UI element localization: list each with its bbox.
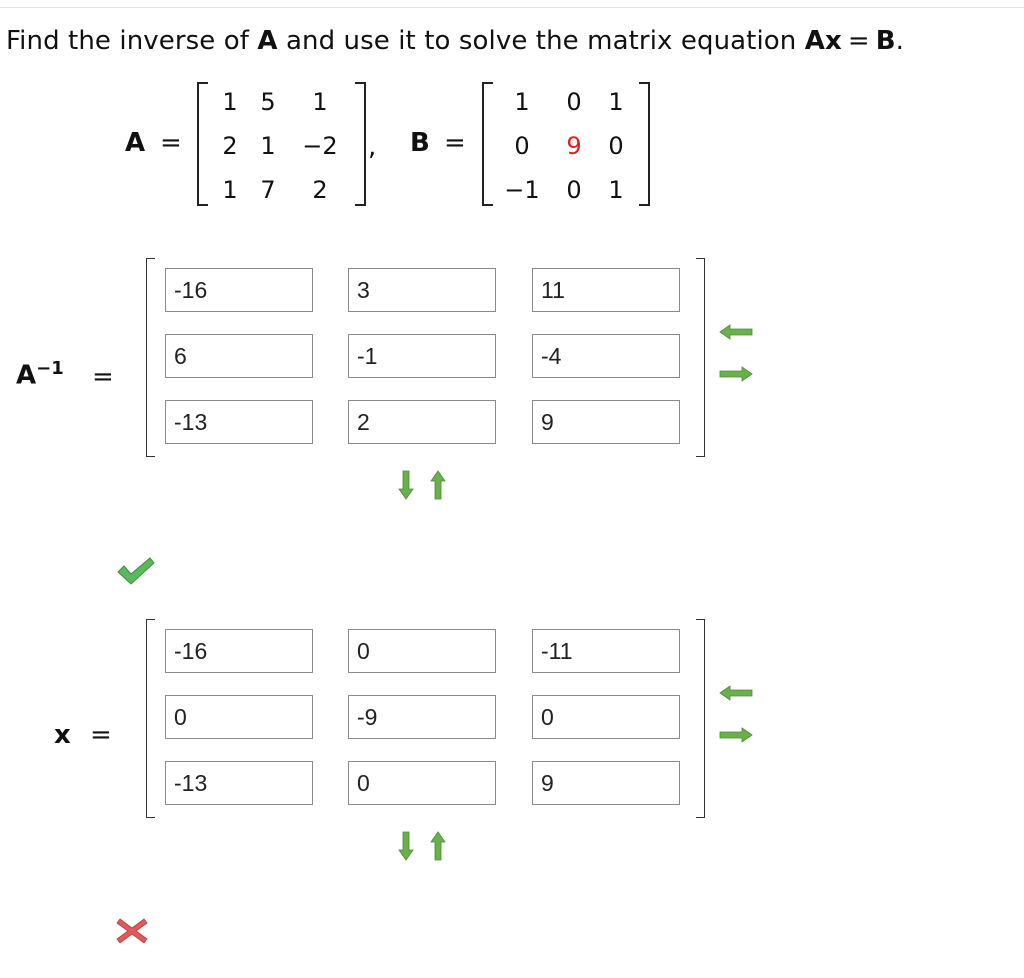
inverse-right-bracket <box>696 258 705 457</box>
solution-input-r2c2[interactable] <box>348 695 496 739</box>
arrow-down-icon[interactable] <box>398 470 414 500</box>
inverse-input-r2c2[interactable] <box>348 334 496 378</box>
question-Ax: Ax <box>804 26 842 56</box>
inverse-left-bracket <box>146 258 155 457</box>
matrix-b-cell: 1 <box>608 176 624 204</box>
inverse-input-r2c3[interactable] <box>532 334 680 378</box>
matrix-b-cell: 1 <box>608 88 624 116</box>
matrix-a-cell: 1 <box>222 88 238 116</box>
arrow-right-icon[interactable] <box>718 366 754 382</box>
question-prefix: Find the inverse of <box>6 26 258 56</box>
matrix-b-equals: = <box>444 128 466 158</box>
arrow-up-icon[interactable] <box>430 831 446 861</box>
solution-input-r2c3[interactable] <box>532 695 680 739</box>
top-divider <box>0 7 1024 8</box>
matrix-b-cell: 0 <box>566 88 582 116</box>
matrix-a-left-bracket <box>197 82 208 206</box>
checkmark-icon <box>116 556 156 586</box>
inverse-label: $A^{-1}$ <box>16 358 64 391</box>
matrix-b-cell-highlighted: 9 <box>566 132 582 160</box>
question-middle: and use it to solve the matrix equation <box>277 26 805 56</box>
solution-input-r1c2[interactable] <box>348 629 496 673</box>
matrix-a-cell: 7 <box>260 176 276 204</box>
matrix-a-cell: −2 <box>302 132 338 160</box>
matrix-a-cell: 1 <box>260 132 276 160</box>
arrow-right-icon[interactable] <box>718 727 754 743</box>
inverse-input-r3c3[interactable] <box>532 400 680 444</box>
matrix-comma: , <box>368 132 377 162</box>
question-text <box>6 26 904 56</box>
question-A: A <box>257 26 278 56</box>
arrow-up-icon[interactable] <box>430 470 446 500</box>
matrix-b-cell: 0 <box>608 132 624 160</box>
matrix-b-cell: 0 <box>566 176 582 204</box>
arrow-left-icon[interactable] <box>718 685 754 701</box>
inverse-input-r3c2[interactable] <box>348 400 496 444</box>
inverse-input-r1c3[interactable] <box>532 268 680 312</box>
matrix-a-label: A <box>125 128 146 158</box>
question-equals: = <box>847 26 870 56</box>
matrix-a-cell: 2 <box>312 176 328 204</box>
solution-input-r3c2[interactable] <box>348 761 496 805</box>
inverse-input-r3c1[interactable] <box>165 400 313 444</box>
arrow-down-icon[interactable] <box>398 831 414 861</box>
matrix-b-label: B <box>410 128 430 158</box>
matrix-b-cell: −1 <box>504 176 540 204</box>
inverse-equals: = <box>92 362 114 392</box>
matrix-a-cell: 2 <box>222 132 238 160</box>
inverse-input-r2c1[interactable] <box>165 334 313 378</box>
solution-input-r1c1[interactable] <box>165 629 313 673</box>
matrix-a-cell: 1 <box>312 88 328 116</box>
question-B: B <box>875 26 896 56</box>
matrix-a-right-bracket <box>355 82 366 206</box>
matrix-b-left-bracket <box>482 82 493 206</box>
matrix-a-cell: 1 <box>222 176 238 204</box>
solution-input-r2c1[interactable] <box>165 695 313 739</box>
matrix-a-cell: 5 <box>260 88 276 116</box>
solution-right-bracket <box>696 619 705 818</box>
inverse-input-r1c1[interactable] <box>165 268 313 312</box>
matrix-b-right-bracket <box>639 82 650 206</box>
question-suffix: . <box>895 26 905 56</box>
solution-equals: = <box>90 720 112 750</box>
arrow-left-icon[interactable] <box>718 324 754 340</box>
solution-label: x <box>54 720 71 750</box>
solution-input-r1c3[interactable] <box>532 629 680 673</box>
inverse-input-r1c2[interactable] <box>348 268 496 312</box>
matrix-b-cell: 1 <box>514 88 530 116</box>
cross-icon <box>116 916 148 946</box>
solution-input-r3c3[interactable] <box>532 761 680 805</box>
matrix-a-equals: = <box>160 128 182 158</box>
solution-left-bracket <box>146 619 155 818</box>
solution-input-r3c1[interactable] <box>165 761 313 805</box>
matrix-b-cell: 0 <box>514 132 530 160</box>
